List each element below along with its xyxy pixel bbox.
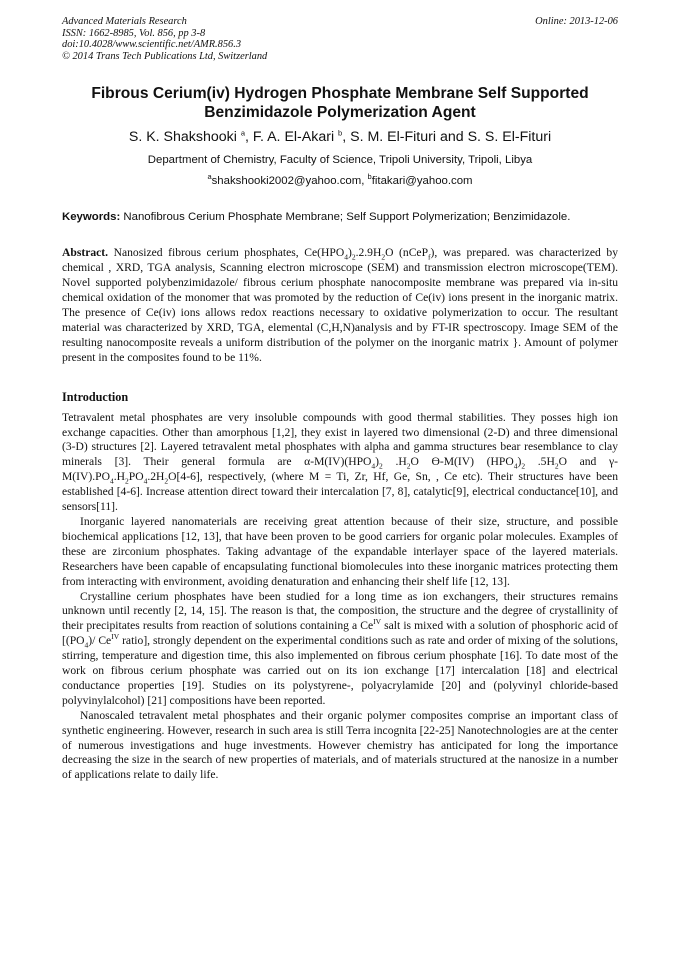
abstract-text: O (nCeP: [385, 246, 429, 260]
abstract-text: ): [347, 246, 352, 260]
paragraph-text: Tetravalent metal phosphates are very insoluble compounds with good thermal stabilities. They posses high ion exchange capacities. Other than amorphous [1,2], they exist in layered two dimensional (2-D) and three dimensional (3-D) structures [2]. Layered tetravalent metal phosphates with alpha and gamma structures bear resemblance to clay minerals [3]. Their general formula are α-M(IV)(HPO: [62, 410, 618, 469]
paper-title: [62, 84, 618, 122]
paragraph-text: ): [517, 455, 522, 469]
journal-header: [62, 16, 618, 62]
subscript: 2: [521, 461, 526, 471]
keywords-block: [62, 210, 618, 224]
paragraph-text: ): [375, 455, 380, 469]
intro-paragraph-1: [62, 411, 618, 515]
paragraph-text: O and γ-M(IV).PO: [62, 455, 618, 484]
intro-paragraph-3: [62, 590, 618, 709]
subscript: 2: [351, 252, 356, 262]
paragraph-text: .H: [113, 470, 126, 484]
email-b-mark: b: [367, 172, 372, 182]
intro-paragraph-2: Inorganic layered nanomaterials are receiving great attention because of their size, structure, and possible biochemical applications [12, 13], that have been proven to be good carriers for organic polar molecules. Examples of these are zirconium phosphates. Taking advantage of the expandable interlayer space of the layered materials. Researchers have been capable of encapsulating functional biomolecules into these inorganic matrices protecting them from interacting with environment, avoiding denaturation and enhancing their shelf life [12, 13].: [62, 514, 618, 588]
paragraph-text: .2H: [147, 470, 165, 484]
author-rest: , S. M. El-Fituri and S. S. El-Fituri: [342, 129, 552, 146]
abstract-text: ), was prepared. was characterized by chemical , XRD, TGA analysis, Scanning electron microscope (SEM) and transmission electron microscope(TEM). Novel supported polybenzimidazole/ fibrous cerium phosphate nanocomposite membrane was prepared via in-situ chemical oxidation of the monomer that was promoted by the reduction of Ce(iv) ions present in the inorganic matrix. The presence of Ce(iv) ions allows redox reactions necessary to oxidative polymerization to occur. The resultant material was characterized by XRD, TGA, elemental (C,H,N)analysis and by FT-IR spectroscopy. Image SEM of the resulting nanocomposite reveals a uniform distribution of the polymer on the inorganic matrix }. Amount of polymer present in the composites found to be 11%.: [62, 246, 619, 364]
subscript: 2: [164, 476, 169, 486]
subscript: 2: [406, 461, 411, 471]
online-date: Online: 2013-12-06: [535, 16, 618, 27]
keywords-label: Keywords:: [62, 211, 121, 224]
author-1: S. K. Shakshooki: [128, 129, 241, 146]
author-list: [62, 128, 618, 146]
paragraph-text: ratio], strongly dependent on the experimental conditions such as rate and order of mixing of the solutions, stirring, temperature and digestion time, this also implemented on fibrous cerium phosphate [16]. To date most of the work on fibrous cerium phosphate was carried out on its ion exchange [17] intercalation [18] and electrical conductance properties [19]. Studies on its polystyrene-, polyacrylamide [20] and (polyvinyl chloride-based polyvinylalcohol) [21] compositions have been reported.: [62, 634, 618, 707]
title-line-2: Benzimidazole Polymerization Agent: [204, 104, 476, 122]
paragraph-text: Crystalline cerium phosphates have been studied for a long time as ion exchangers, their structures remains unknown until recently [2, 14, 15]. The reason is that, the composition, the structure and the degree of crystallinity of their precipitates results from reaction of solutions containing a Ce: [62, 589, 618, 633]
subscript: 4: [143, 476, 148, 486]
subscript: 2: [125, 476, 129, 486]
email-a[interactable]: shakshooki2002@yahoo.com,: [211, 175, 368, 188]
paragraph-text: salt is mixed with a solution of phosphoric acid of [(PO: [62, 619, 619, 648]
abstract-label: Abstract.: [62, 246, 109, 260]
email-b[interactable]: fitakari@yahoo.com: [371, 175, 473, 188]
affiliation: Department of Chemistry, Faculty of Science, Tripoli University, Tripoli, Libya: [147, 154, 533, 167]
paragraph-text: .5H: [525, 455, 555, 469]
subscript: 2: [379, 461, 383, 471]
subscript: 4: [344, 252, 348, 262]
abstract-text: Nanosized fibrous cerium phosphates, Ce(HPO: [108, 246, 345, 260]
author-emails: [62, 174, 618, 188]
author-1-affil-mark: a: [240, 128, 246, 138]
abstract-text: .2.9H: [355, 246, 382, 260]
subscript: f: [428, 252, 431, 262]
subscript: 4: [84, 640, 89, 650]
introduction-heading: Introduction: [62, 389, 129, 404]
author-2: , F. A. El-Akari: [245, 129, 339, 146]
title-line-1: Fibrous Cerium(iv) Hydrogen Phosphate Membrane Self Supported: [91, 85, 589, 103]
paragraph-text: .H: [382, 455, 407, 469]
keywords-text: Nanofibrous Cerium Phosphate Membrane; Self Support Polymerization; Benzimidazole.: [120, 211, 571, 224]
subscript: 2: [381, 252, 386, 262]
subscript: 4: [513, 461, 518, 471]
paragraph-text: O Ɵ-M(IV) (HPO: [410, 455, 514, 469]
paragraph-text: )/ Ce: [88, 634, 112, 648]
subscript: 4: [109, 476, 114, 486]
superscript: IV: [111, 632, 120, 642]
journal-name: Advanced Materials Research: [62, 16, 187, 27]
journal-doi: doi:10.4028/www.scientific.net/AMR.856.3: [62, 39, 242, 51]
subscript: 2: [554, 461, 559, 471]
subscript: 4: [371, 461, 376, 471]
journal-issn: ISSN: 1662-8985, Vol. 856, pp 3-8: [62, 27, 206, 39]
paragraph-text: O[4-6], respectively, (where M = Ti, Zr, Hf, Ge, Sn, , Ce etc). Their structures have been established [4-6]. Increase attention direct toward their intercalation [7, 8], catalytic[9], electrical conductance[10], and sensors[11].: [62, 470, 618, 514]
paragraph-text: PO: [128, 470, 144, 484]
abstract-block: [62, 246, 618, 365]
intro-paragraph-4: Nanoscaled tetravalent metal phosphates and their organic polymer composites comprise an important class of synthetic engineering. However, research in such area is still Terra incognita [22-25] Nanotechnologies are at the center of numerous investigations and huge investments. However chemistry has anticipated for long the importance decreasing the size in the search of new properties of materials, and of materials structured at the nanosize in a number of applications relate to daily life.: [62, 708, 618, 782]
author-2-affil-mark: b: [338, 128, 343, 138]
email-a-mark: a: [207, 172, 212, 182]
paper-page: [62, 16, 618, 783]
superscript: IV: [373, 617, 382, 627]
journal-copyright: © 2014 Trans Tech Publications Ltd, Switzerland: [62, 50, 268, 62]
